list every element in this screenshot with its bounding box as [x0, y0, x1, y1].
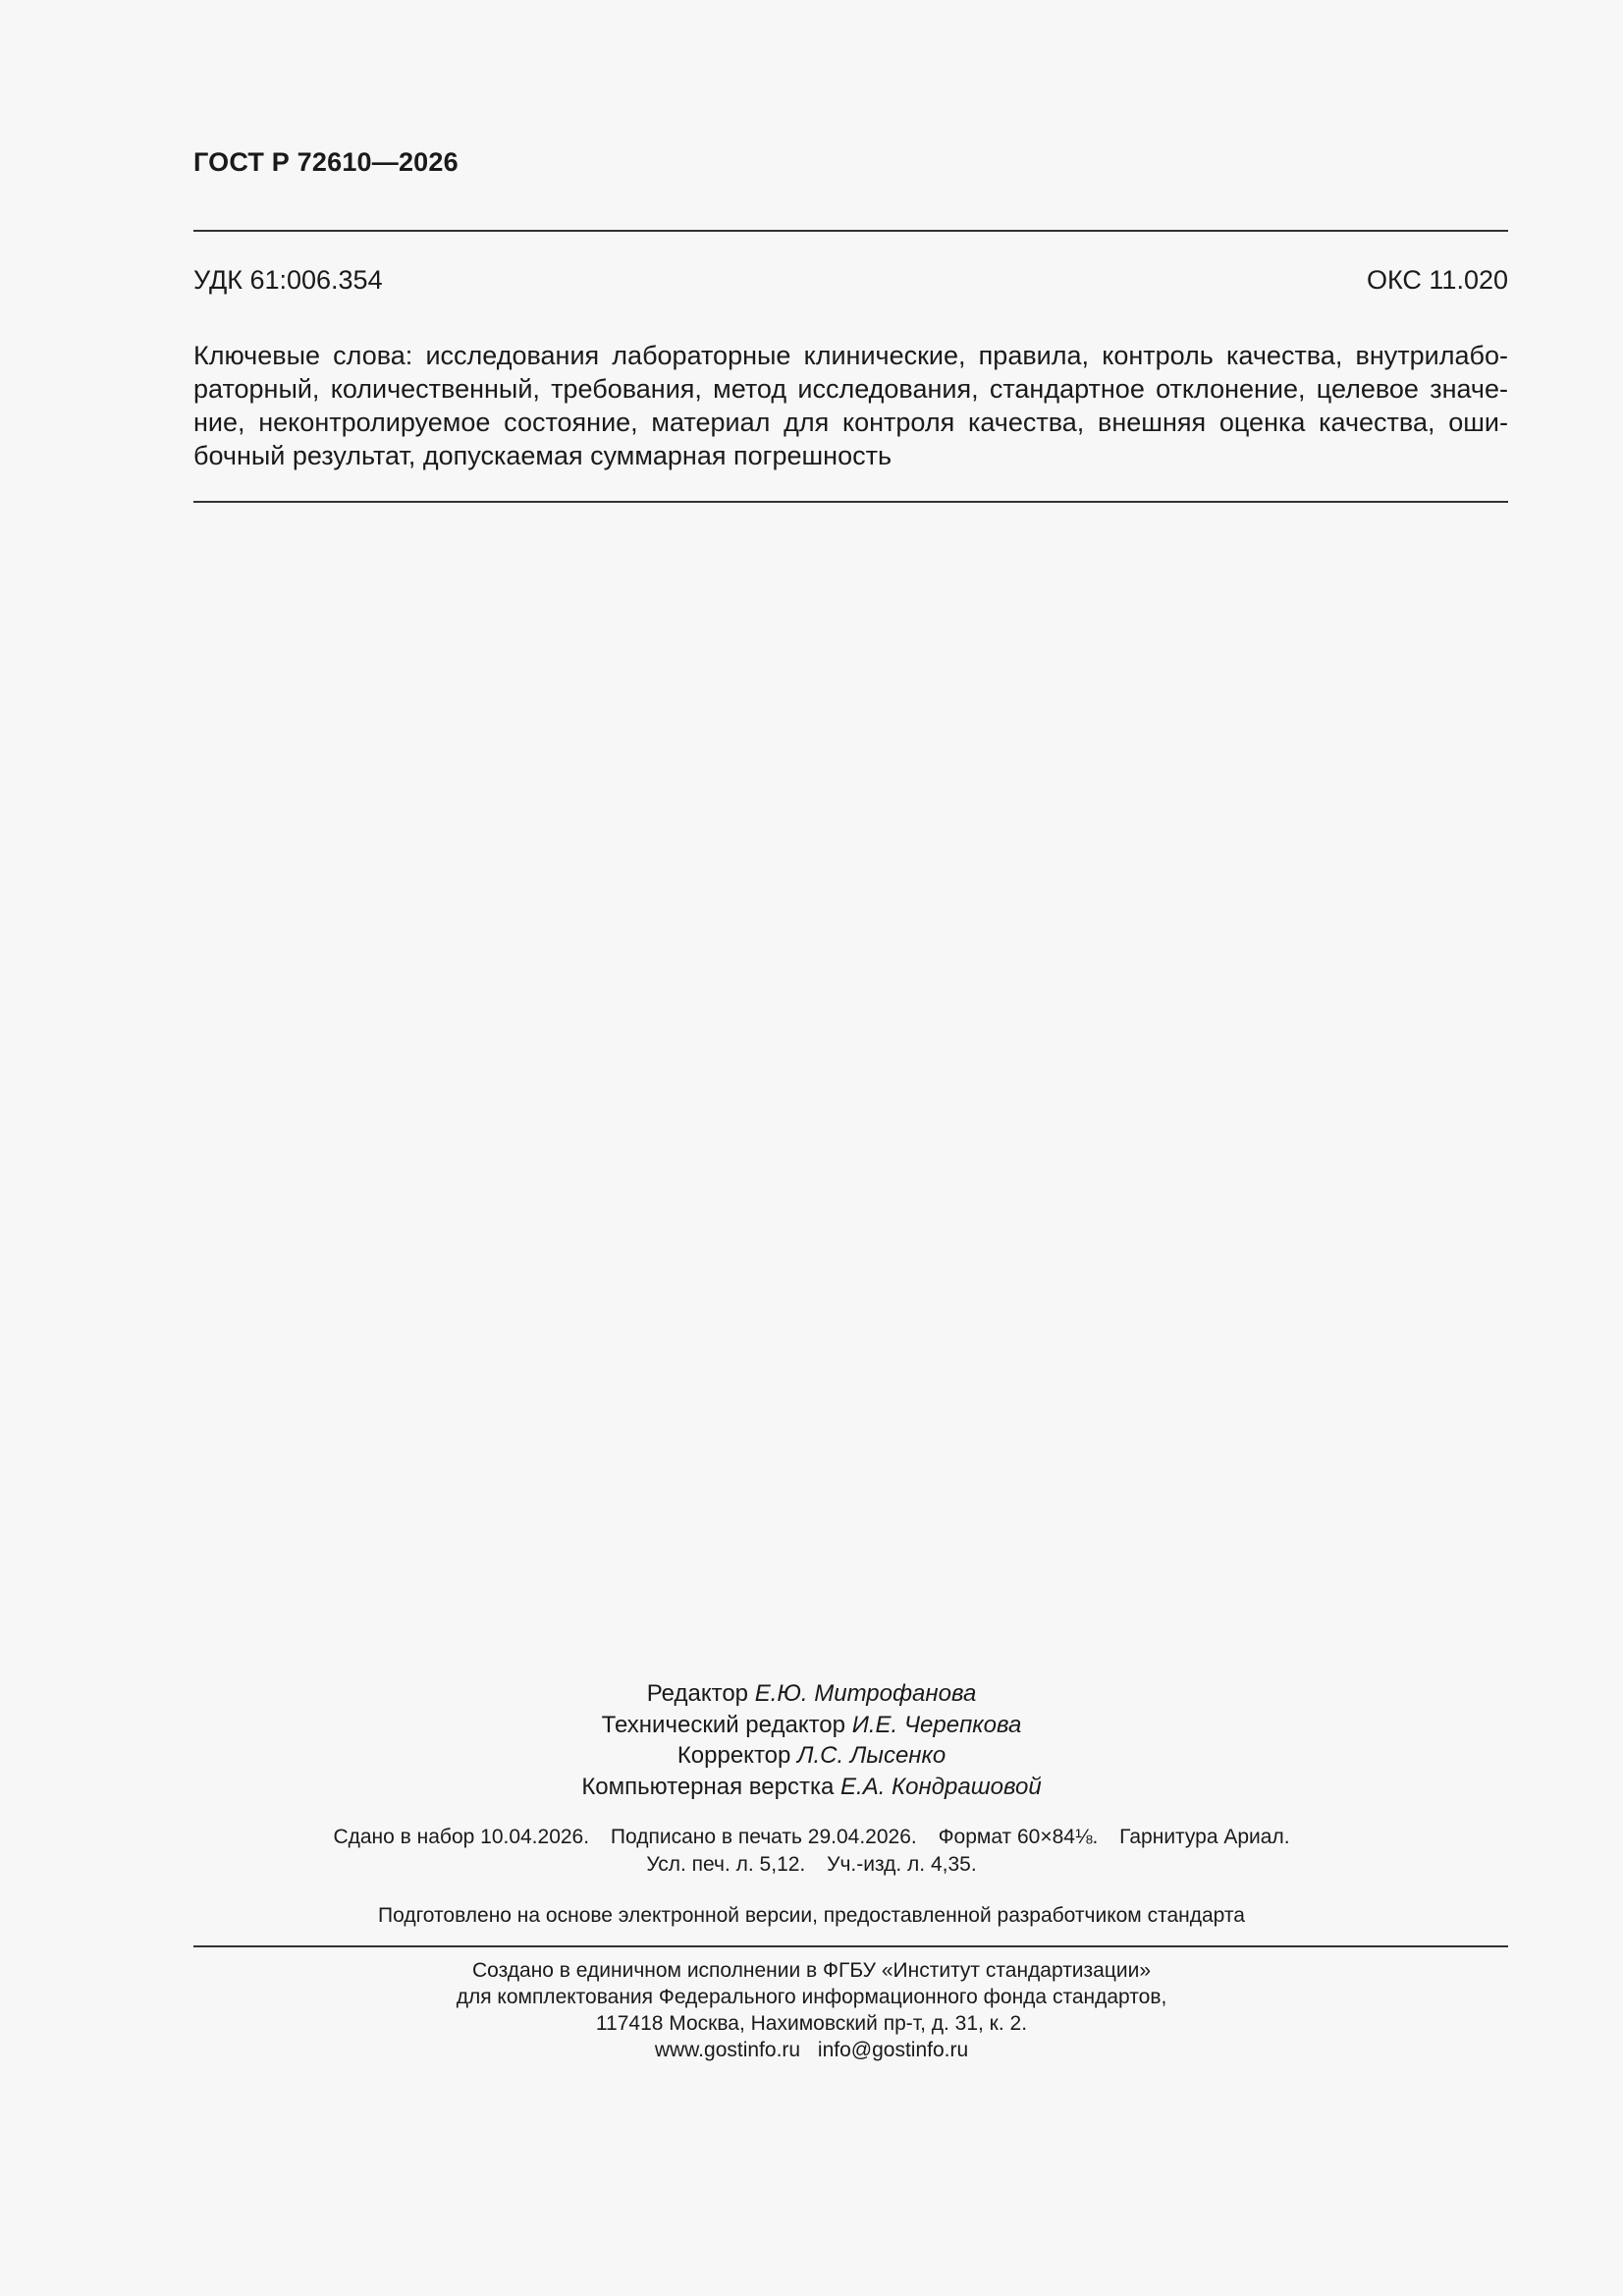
website-link[interactable]: www.gostinfo.ru	[654, 2039, 801, 2061]
staff-role: Технический редактор	[601, 1711, 846, 1738]
staff-name: Е.Ю. Митрофанова	[754, 1680, 977, 1707]
staff-role: Компьютерная верстка	[581, 1773, 835, 1800]
staff-name: И.Е. Черепкова	[851, 1711, 1022, 1738]
prepared-note: Подготовлено на основе электронной версии, предоставленной разработчиком стандарта	[378, 1904, 1245, 1927]
publication-line-1	[0, 1824, 1623, 1851]
typeface: Гарнитура Ариал.	[1119, 1826, 1290, 1848]
keywords-paragraph: Ключевые слова: исследования лабораторные клинические, правила, контроль качества, внутрилабораторный, количественный, требования, метод исследования, стандартное отклонение, целевое значение, неконтролируемое состояние, материал для контроля качества, внешняя оценка качества, ошибочный результат, допускаемая суммарная погрешность	[193, 341, 1508, 470]
print-signed-date: Подписано в печать 29.04.2026.	[610, 1826, 917, 1848]
created-contacts	[0, 2037, 1623, 2063]
email-link[interactable]: info@gostinfo.ru	[817, 2039, 969, 2061]
staff-role: Редактор	[646, 1680, 749, 1707]
bottom-divider	[193, 1945, 1508, 1947]
created-line-1: Создано в единичном исполнении в ФГБУ «Институт стандартизации»	[471, 1959, 1152, 1982]
printed-sheets: Усл. печ. л. 5,12.	[646, 1853, 806, 1876]
top-divider	[193, 230, 1508, 232]
staff-role: Корректор	[676, 1742, 791, 1769]
staff-technical-editor	[0, 1710, 1623, 1741]
staff-layout	[0, 1772, 1623, 1803]
publication-info	[0, 1824, 1623, 1879]
staff-name: Е.А. Кондрашовой	[840, 1773, 1042, 1800]
publishing-sheets: Уч.-изд. л. 4,35.	[827, 1853, 977, 1876]
created-line-3: 117418 Москва, Нахимовский пр-т, д. 31, к. 2.	[595, 2012, 1028, 2035]
udk-code: УДК 61:006.354	[193, 265, 383, 295]
standard-number: ГОСТ Р 72610—2026	[193, 147, 459, 177]
editorial-staff	[0, 1678, 1623, 1802]
paper-format: Формат 60×84⅛.	[938, 1826, 1099, 1848]
staff-editor	[0, 1678, 1623, 1710]
staff-proofreader	[0, 1740, 1623, 1772]
typeset-date: Сдано в набор 10.04.2026.	[333, 1826, 590, 1848]
created-line-2: для комплектования Федерального информационного фонда стандартов,	[456, 1986, 1167, 2008]
created-info	[0, 1957, 1623, 2063]
publication-line-2	[0, 1851, 1623, 1879]
staff-name: Л.С. Лысенко	[797, 1742, 947, 1769]
keywords-divider	[193, 501, 1508, 503]
oks-code: ОКС 11.020	[1366, 265, 1508, 295]
